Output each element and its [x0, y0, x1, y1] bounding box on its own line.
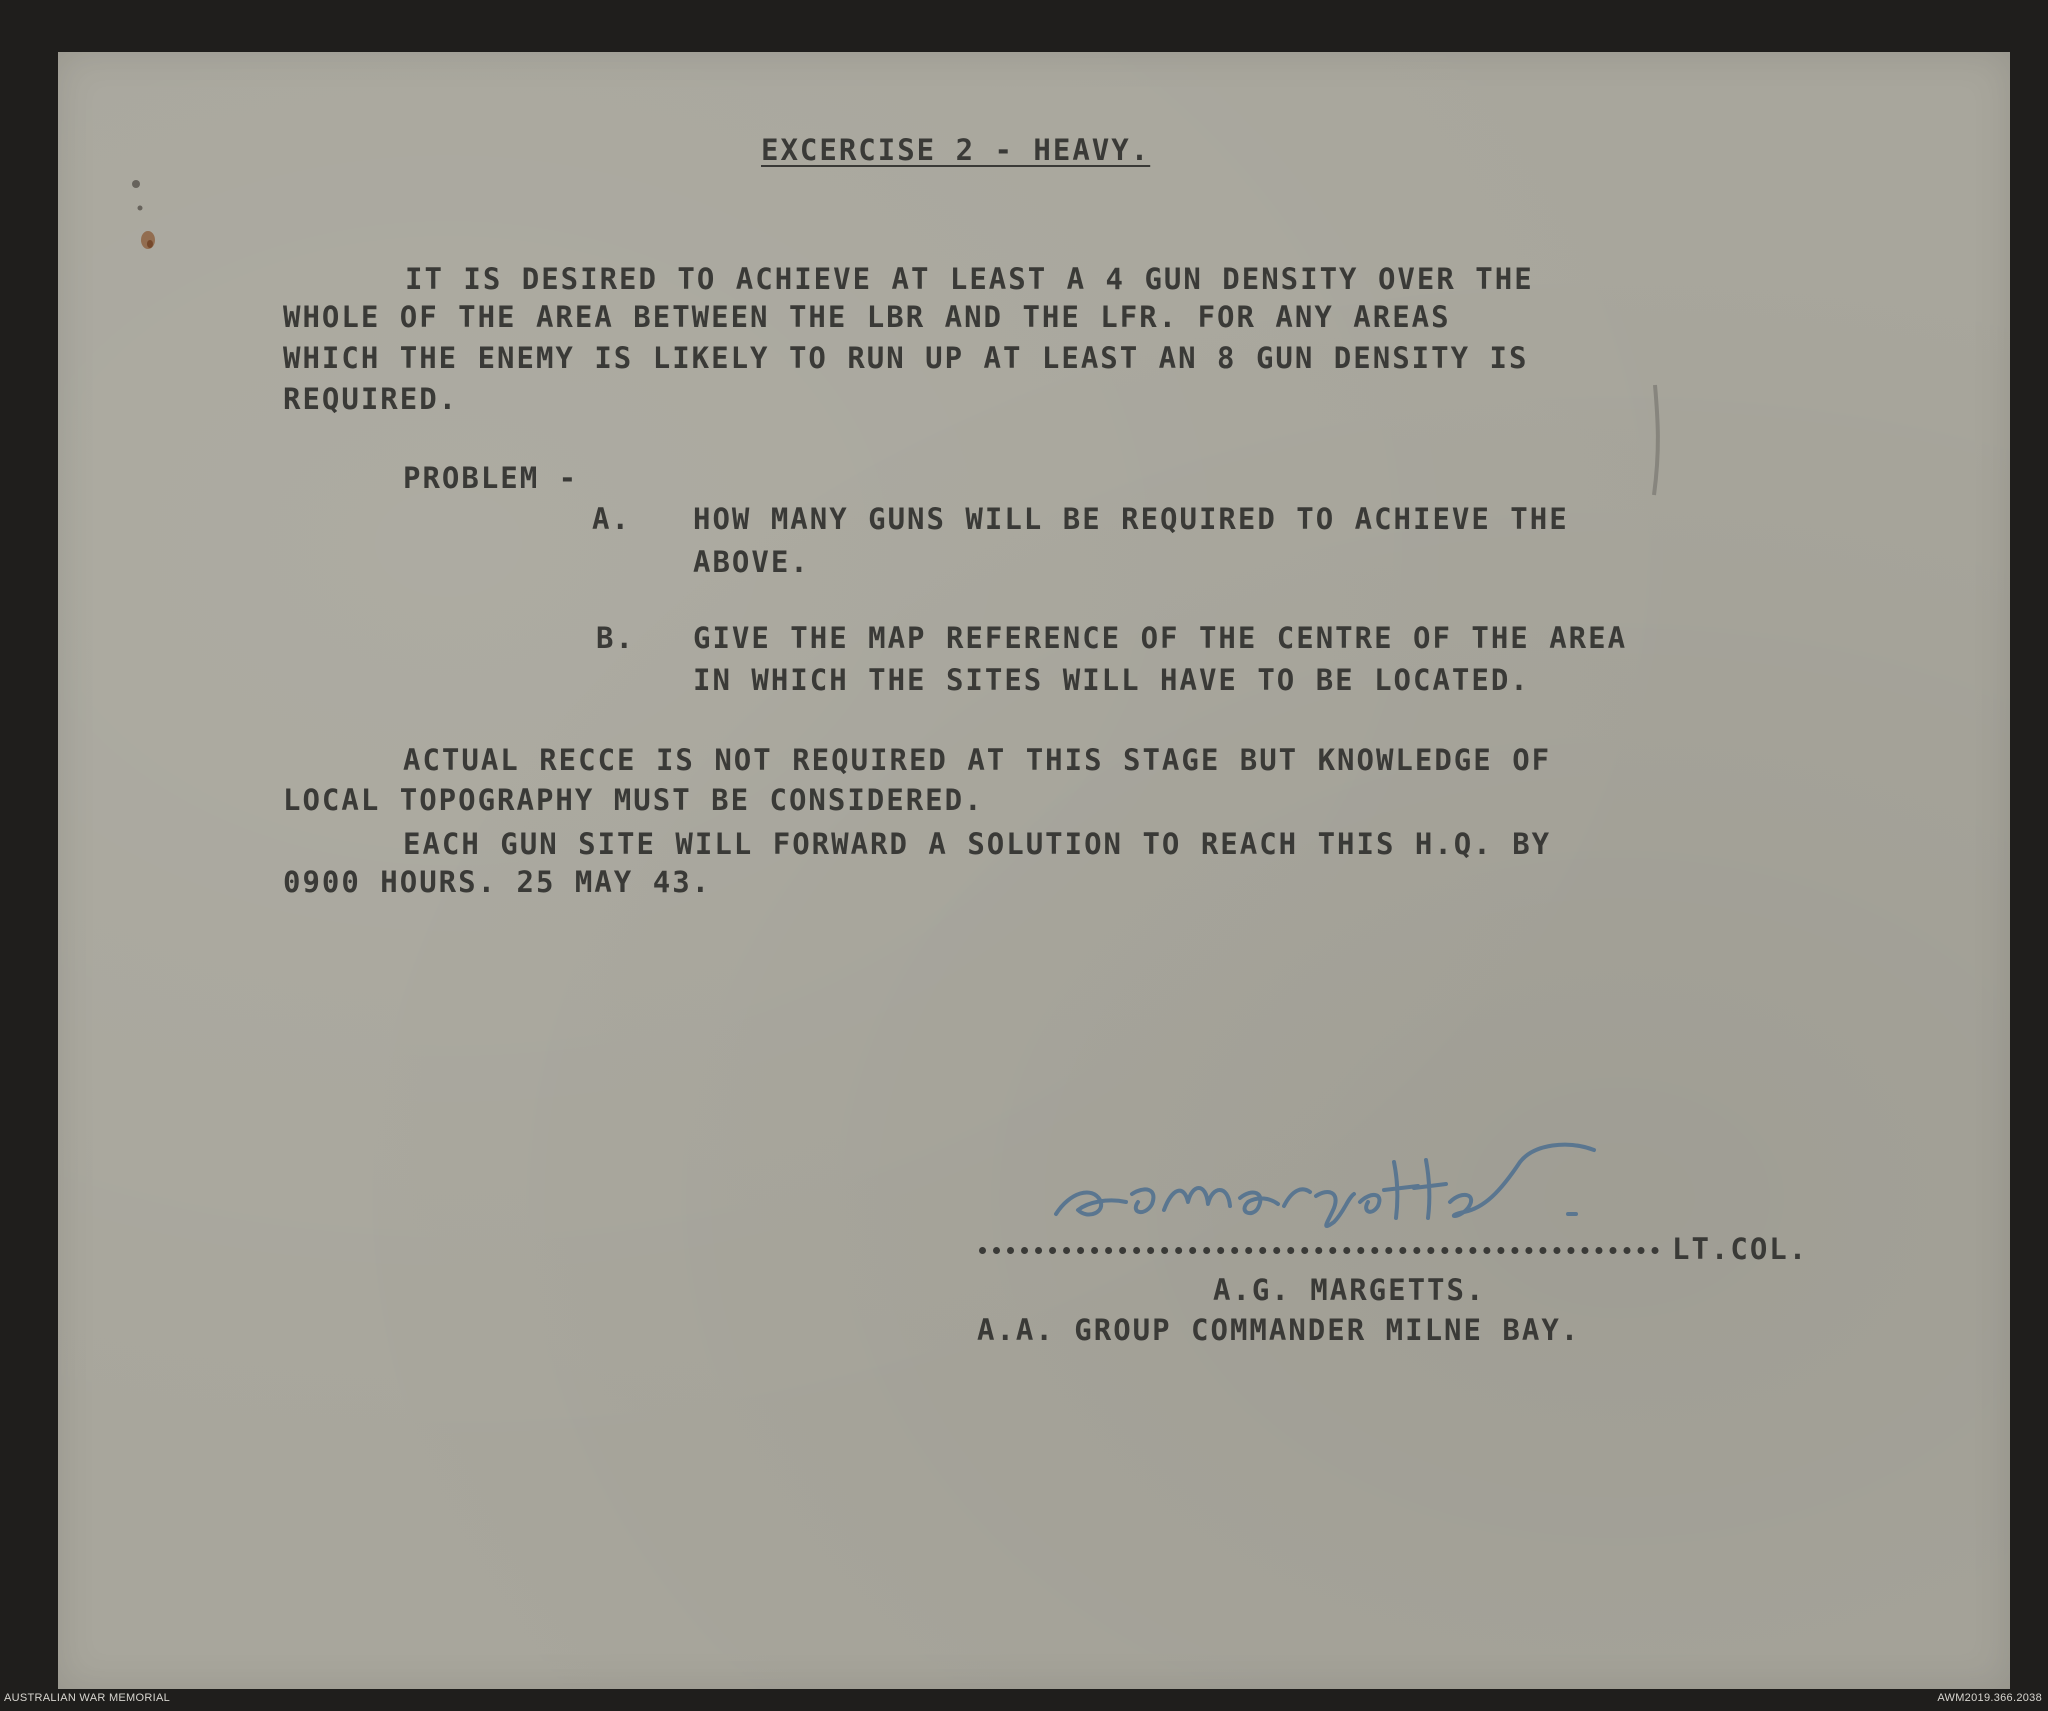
pencil-mark: [1640, 380, 1670, 500]
item-b-line-1: GIVE THE MAP REFERENCE OF THE CENTRE OF THE AREA: [693, 621, 1628, 655]
paragraph-2-line-2: LOCAL TOPOGRAPHY MUST BE CONSIDERED.: [283, 783, 984, 817]
rust-stain: [126, 178, 162, 256]
handwritten-signature: [1048, 1132, 1628, 1232]
paragraph-2-line-4: 0900 HOURS. 25 MAY 43.: [283, 865, 712, 899]
signature-rank: LT.COL.: [1672, 1232, 1809, 1266]
paragraph-1-line-2: WHOLE OF THE AREA BETWEEN THE LBR AND THE LFR. FOR ANY AREAS: [283, 300, 1451, 334]
signature-dotted-line: [979, 1247, 1659, 1254]
item-a-letter: A.: [592, 502, 631, 536]
paragraph-1-line-4: REQUIRED.: [283, 382, 459, 416]
paragraph-2-line-1: ACTUAL RECCE IS NOT REQUIRED AT THIS STAGE BUT KNOWLEDGE OF: [403, 743, 1552, 777]
document-title: EXCERCISE 2 - HEAVY.: [761, 133, 1151, 167]
paragraph-1-line-3: WHICH THE ENEMY IS LIKELY TO RUN UP AT LEAST AN 8 GUN DENSITY IS: [283, 341, 1529, 375]
item-a-line-2: ABOVE.: [693, 545, 810, 579]
paragraph-1-line-1: IT IS DESIRED TO ACHIEVE AT LEAST A 4 GUN DENSITY OVER THE: [405, 262, 1534, 296]
signature-name: A.G. MARGETTS.: [1213, 1273, 1486, 1307]
item-b-letter: B.: [596, 621, 635, 655]
item-a-line-1: HOW MANY GUNS WILL BE REQUIRED TO ACHIEVE THE: [693, 502, 1569, 536]
problem-heading: PROBLEM -: [403, 461, 579, 495]
item-b-line-2: IN WHICH THE SITES WILL HAVE TO BE LOCATED.: [693, 663, 1530, 697]
footer-left: AUSTRALIAN WAR MEMORIAL: [4, 1692, 171, 1704]
footer-right: AWM2019.366.2038: [1937, 1692, 2042, 1704]
signature-position: A.A. GROUP COMMANDER MILNE BAY.: [977, 1313, 1581, 1347]
paragraph-2-line-3: EACH GUN SITE WILL FORWARD A SOLUTION TO REACH THIS H.Q. BY: [403, 827, 1552, 861]
